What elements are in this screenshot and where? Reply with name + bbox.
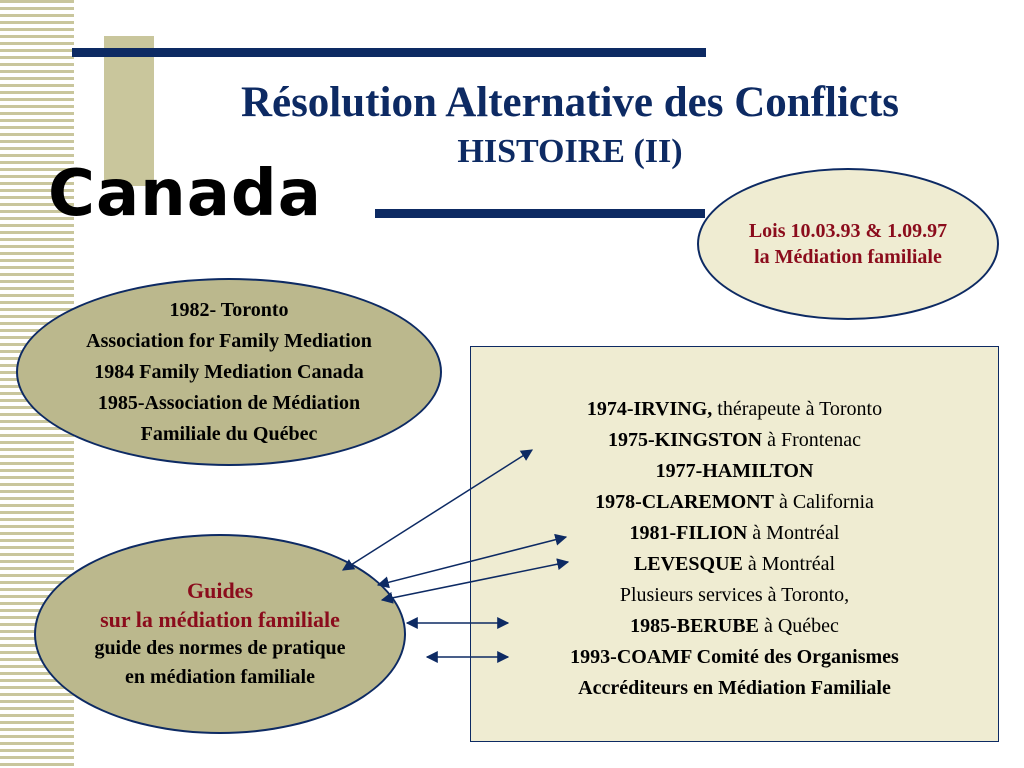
- history-line: 1978-CLAREMONT à California: [595, 491, 874, 513]
- toronto-line: 1984 Family Mediation Canada: [94, 360, 364, 383]
- history-line: 1993-COAMF Comité des Organismes: [570, 646, 899, 668]
- decorative-middle-line: [375, 209, 705, 218]
- guides-line-4: en médiation familiale: [125, 666, 315, 688]
- toronto-line: 1982- Toronto: [169, 298, 289, 321]
- guides-subtitle: sur la médiation familiale: [100, 607, 340, 632]
- toronto-line: 1985-Association de Médiation: [97, 391, 361, 414]
- lois-line-2: la Médiation familiale: [754, 246, 942, 268]
- lois-ellipse: [697, 168, 999, 320]
- history-line: LEVESQUE à Montréal: [633, 553, 836, 575]
- history-line: 1977-HAMILTON: [655, 460, 814, 482]
- guides-line-3: guide des normes de pratique: [94, 637, 346, 659]
- history-line: 1974-IRVING, thérapeute à Toronto: [586, 398, 883, 420]
- history-line: 1985-BERUBE à Québec: [630, 615, 839, 637]
- lois-line-1: Lois 10.03.93 & 1.09.97: [748, 220, 948, 242]
- country-label: Canada: [48, 157, 322, 231]
- decorative-top-line: [72, 48, 706, 57]
- history-line: 1975-KINGSTON à Frontenac: [608, 429, 861, 451]
- slide-subtitle: HISTOIRE (II): [457, 133, 683, 170]
- history-line: 1981-FILION à Montréal: [629, 522, 840, 544]
- history-line: Accréditeurs en Médiation Familiale: [578, 677, 891, 699]
- toronto-ellipse: [16, 278, 442, 466]
- guides-title: Guides: [186, 578, 254, 603]
- history-box: [470, 346, 999, 742]
- slide-title: Résolution Alternative des Conflicts: [240, 79, 900, 126]
- toronto-line: Association for Family Mediation: [86, 329, 372, 352]
- guides-ellipse: [34, 534, 406, 734]
- history-line: Plusieurs services à Toronto,: [619, 584, 850, 606]
- toronto-line: Familiale du Québec: [140, 422, 318, 445]
